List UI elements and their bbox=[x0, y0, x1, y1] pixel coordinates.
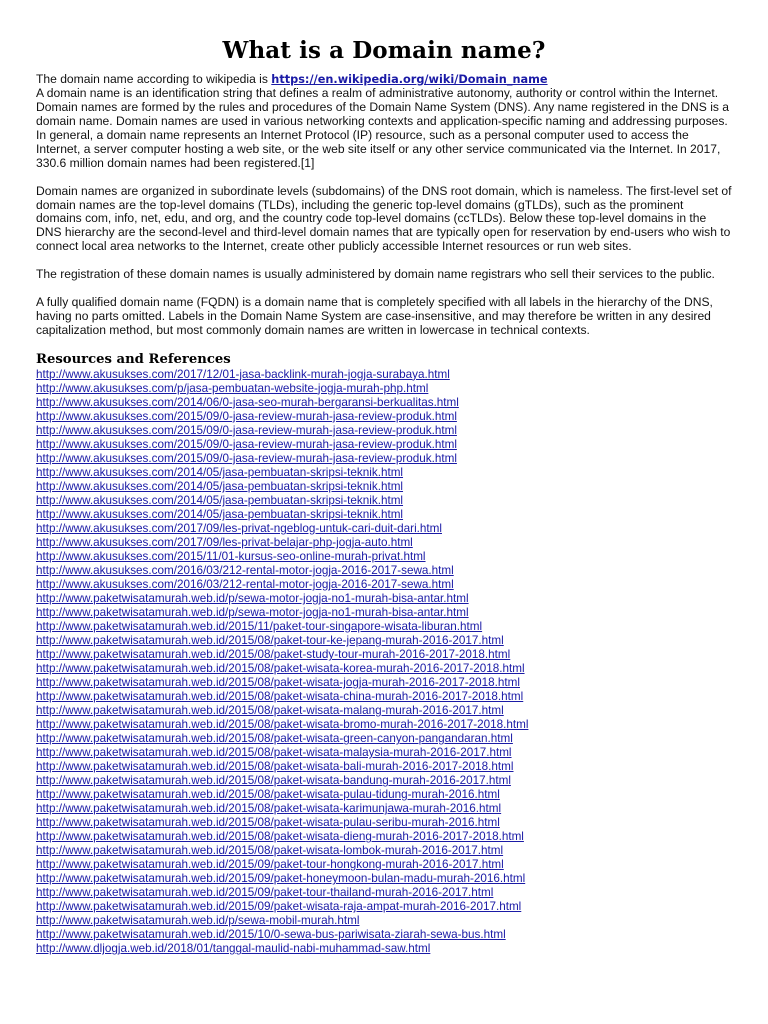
reference-item bbox=[36, 858, 732, 872]
reference-link[interactable]: http://www.paketwisatamurah.web.id/2015/08/paket-wisata-china-murah-2016-2017-2018.html bbox=[36, 690, 524, 704]
reference-item bbox=[36, 368, 732, 382]
reference-item bbox=[36, 648, 732, 662]
reference-link[interactable]: http://www.akusukses.com/2015/09/0-jasa-review-murah-jasa-review-produk.html bbox=[36, 451, 457, 465]
reference-item bbox=[36, 452, 732, 466]
reference-item bbox=[36, 760, 732, 774]
wikipedia-link[interactable]: https://en.wikipedia.org/wiki/Domain_name bbox=[271, 73, 548, 86]
reference-link[interactable]: http://www.paketwisatamurah.web.id/2015/08/paket-wisata-bandung-murah-2016-2017.html bbox=[36, 774, 511, 788]
reference-item bbox=[36, 662, 732, 676]
reference-item bbox=[36, 732, 732, 746]
reference-item bbox=[36, 466, 732, 480]
reference-item bbox=[36, 634, 732, 648]
reference-link[interactable]: http://www.akusukses.com/2017/09/les-privat-ngeblog-untuk-cari-duit-dari.html bbox=[36, 521, 442, 535]
reference-link[interactable]: http://www.paketwisatamurah.web.id/2015/09/paket-tour-hongkong-murah-2016-2017.html bbox=[36, 858, 504, 872]
reference-link[interactable]: http://www.paketwisatamurah.web.id/2015/08/paket-wisata-bali-murah-2016-2017-2018.html bbox=[36, 760, 514, 774]
intro-prefix: The domain name according to wikipedia is bbox=[36, 72, 272, 86]
reference-item bbox=[36, 942, 732, 956]
reference-link[interactable]: http://www.paketwisatamurah.web.id/2015/08/paket-wisata-bromo-murah-2016-2017-2018.html bbox=[36, 718, 529, 732]
reference-link[interactable]: http://www.akusukses.com/2014/05/jasa-pembuatan-skripsi-teknik.html bbox=[36, 507, 404, 521]
reference-link[interactable]: http://www.paketwisatamurah.web.id/p/sewa-mobil-murah.html bbox=[36, 914, 360, 928]
reference-item bbox=[36, 438, 732, 452]
reference-link[interactable]: http://www.akusukses.com/2014/05/jasa-pembuatan-skripsi-teknik.html bbox=[36, 465, 404, 479]
reference-link[interactable]: http://www.paketwisatamurah.web.id/2015/08/paket-wisata-karimunjawa-murah-2016.html bbox=[36, 802, 502, 816]
reference-item bbox=[36, 788, 732, 802]
document-page bbox=[36, 36, 732, 956]
reference-item bbox=[36, 704, 732, 718]
reference-link[interactable]: http://www.paketwisatamurah.web.id/2015/08/paket-wisata-lombok-murah-2016-2017.html bbox=[36, 844, 504, 858]
reference-item bbox=[36, 690, 732, 704]
reference-link[interactable]: http://www.akusukses.com/p/jasa-pembuatan-website-jogja-murah-php.html bbox=[36, 381, 429, 395]
reference-link[interactable]: http://www.paketwisatamurah.web.id/2015/08/paket-wisata-pulau-tidung-murah-2016.html bbox=[36, 788, 500, 802]
paragraph-3: The registration of these domain names is usually administered by domain name registrars who sell their services to the public. bbox=[36, 267, 715, 282]
reference-item bbox=[36, 592, 732, 606]
paragraph-4: A fully qualified domain name (FQDN) is a domain name that is completely specified with all labels in the hierarchy of the DNS, having no parts omitted. Labels in the Domain Name System are case-insensitive, and may therefore be written in any desired capitalization method, but most commonly domain names are written in lowercase in technical contexts. bbox=[36, 295, 713, 337]
reference-item bbox=[36, 928, 732, 942]
reference-item bbox=[36, 816, 732, 830]
reference-item bbox=[36, 424, 732, 438]
reference-item bbox=[36, 774, 732, 788]
reference-item bbox=[36, 550, 732, 564]
reference-link[interactable]: http://www.paketwisatamurah.web.id/2015/09/paket-tour-thailand-murah-2016-2017.html bbox=[36, 886, 494, 900]
reference-link[interactable]: http://www.paketwisatamurah.web.id/2015/08/paket-wisata-malaysia-murah-2016-2017.html bbox=[36, 746, 512, 760]
reference-item bbox=[36, 606, 732, 620]
reference-link[interactable]: http://www.paketwisatamurah.web.id/2015/08/paket-wisata-malang-murah-2016-2017.html bbox=[36, 704, 504, 718]
reference-item bbox=[36, 872, 732, 886]
reference-item bbox=[36, 886, 732, 900]
reference-link[interactable]: http://www.akusukses.com/2017/12/01-jasa-backlink-murah-jogja-surabaya.html bbox=[36, 367, 450, 381]
reference-link[interactable]: http://www.akusukses.com/2015/09/0-jasa-review-murah-jasa-review-produk.html bbox=[36, 423, 457, 437]
reference-link[interactable]: http://www.paketwisatamurah.web.id/2015/09/paket-wisata-raja-ampat-murah-2016-2017.html bbox=[36, 900, 522, 914]
reference-list bbox=[36, 368, 732, 957]
paragraph-2: Domain names are organized in subordinate levels (subdomains) of the DNS root domain, which is nameless. The first-level set of domain names are the top-level domains (TLDs), including the generic top-level domains (gTLDs), such as the prominent domains com, info, net, edu, and org, and the country code top-level domains (ccTLDs). Below these top-level domains in the DNS hierarchy are the second-level and third-level domain names that are typically open for reservation by end-users who wish to connect local area networks to the Internet, create other publicly accessible Internet resources or run web sites. bbox=[36, 183, 732, 254]
reference-item bbox=[36, 522, 732, 536]
reference-item bbox=[36, 718, 732, 732]
reference-link[interactable]: http://www.paketwisatamurah.web.id/2015/11/paket-tour-singapore-wisata-liburan.html bbox=[36, 620, 483, 634]
reference-item bbox=[36, 578, 732, 592]
reference-link[interactable]: http://www.paketwisatamurah.web.id/2015/08/paket-study-tour-murah-2016-2017-2018.html bbox=[36, 648, 511, 662]
intro-line bbox=[36, 73, 732, 87]
paragraph-1-text: A domain name is an identification string that defines a realm of administrative autonomy, authority or control within the Internet. Domain names are formed by the rules and procedures of the Domain Name System (DNS). Any name registered in the DNS is a domain name. Domain names are used in various networking contexts and application-specific naming and addressing purposes. In general, a domain name represents an Internet Protocol (IP) resource, such as a personal computer used to access the Internet, a server computer hosting a web site, or the web site itself or any other service communicated via the Internet. In 2017, 330.6 million domain names had been registered.[1] bbox=[36, 85, 730, 170]
reference-link[interactable]: http://www.akusukses.com/2014/06/0-jasa-seo-murah-bergaransi-berkualitas.html bbox=[36, 395, 459, 409]
reference-link[interactable]: http://www.paketwisatamurah.web.id/2015/10/0-sewa-bus-pariwisata-ziarah-sewa-bus.html bbox=[36, 928, 506, 942]
reference-item bbox=[36, 900, 732, 914]
reference-item bbox=[36, 746, 732, 760]
reference-item bbox=[36, 494, 732, 508]
reference-link[interactable]: http://www.dljogja.web.id/2018/01/tanggal-maulid-nabi-muhammad-saw.html bbox=[36, 942, 431, 956]
reference-item bbox=[36, 480, 732, 494]
reference-link[interactable]: http://www.paketwisatamurah.web.id/2015/08/paket-wisata-pulau-seribu-murah-2016.html bbox=[36, 816, 500, 830]
reference-item bbox=[36, 914, 732, 928]
reference-item bbox=[36, 410, 732, 424]
reference-item bbox=[36, 382, 732, 396]
reference-link[interactable]: http://www.paketwisatamurah.web.id/2015/08/paket-wisata-dieng-murah-2016-2017-2018.html bbox=[36, 830, 524, 844]
reference-link[interactable]: http://www.paketwisatamurah.web.id/2015/08/paket-wisata-korea-murah-2016-2017-2018.html bbox=[36, 662, 525, 676]
reference-item bbox=[36, 830, 732, 844]
reference-item bbox=[36, 536, 732, 550]
reference-link[interactable]: http://www.akusukses.com/2015/09/0-jasa-review-murah-jasa-review-produk.html bbox=[36, 437, 457, 451]
reference-link[interactable]: http://www.paketwisatamurah.web.id/p/sewa-motor-jogja-no1-murah-bisa-antar.html bbox=[36, 606, 469, 620]
resources-heading: Resources and References bbox=[36, 351, 231, 367]
reference-link[interactable]: http://www.paketwisatamurah.web.id/2015/09/paket-honeymoon-bulan-madu-murah-2016.html bbox=[36, 872, 526, 886]
reference-link[interactable]: http://www.paketwisatamurah.web.id/2015/08/paket-tour-ke-jepang-murah-2016-2017.html bbox=[36, 634, 504, 648]
reference-link[interactable]: http://www.paketwisatamurah.web.id/2015/08/paket-wisata-jogja-murah-2016-2017-2018.html bbox=[36, 676, 520, 690]
reference-link[interactable]: http://www.paketwisatamurah.web.id/p/sewa-motor-jogja-no1-murah-bisa-antar.html bbox=[36, 592, 469, 606]
page-title: What is a Domain name? bbox=[222, 37, 546, 64]
reference-link[interactable]: http://www.akusukses.com/2014/05/jasa-pembuatan-skripsi-teknik.html bbox=[36, 479, 404, 493]
reference-link[interactable]: http://www.akusukses.com/2017/09/les-privat-belajar-php-jogja-auto.html bbox=[36, 536, 413, 549]
reference-item bbox=[36, 844, 732, 858]
reference-item bbox=[36, 676, 732, 690]
reference-link[interactable]: http://www.akusukses.com/2015/09/0-jasa-review-murah-jasa-review-produk.html bbox=[36, 409, 457, 423]
reference-item bbox=[36, 802, 732, 816]
reference-link[interactable]: http://www.paketwisatamurah.web.id/2015/08/paket-wisata-green-canyon-pangandaran.html bbox=[36, 732, 513, 746]
reference-item bbox=[36, 620, 732, 634]
reference-link[interactable]: http://www.akusukses.com/2016/03/212-rental-motor-jogja-2016-2017-sewa.html bbox=[36, 564, 454, 578]
reference-link[interactable]: http://www.akusukses.com/2016/03/212-rental-motor-jogja-2016-2017-sewa.html bbox=[36, 578, 454, 592]
reference-item bbox=[36, 508, 732, 522]
intro-paragraph bbox=[36, 73, 732, 171]
reference-link[interactable]: http://www.akusukses.com/2015/11/01-kursus-seo-online-murah-privat.html bbox=[36, 550, 426, 564]
reference-link[interactable]: http://www.akusukses.com/2014/05/jasa-pembuatan-skripsi-teknik.html bbox=[36, 493, 404, 507]
reference-item bbox=[36, 564, 732, 578]
reference-item bbox=[36, 396, 732, 410]
